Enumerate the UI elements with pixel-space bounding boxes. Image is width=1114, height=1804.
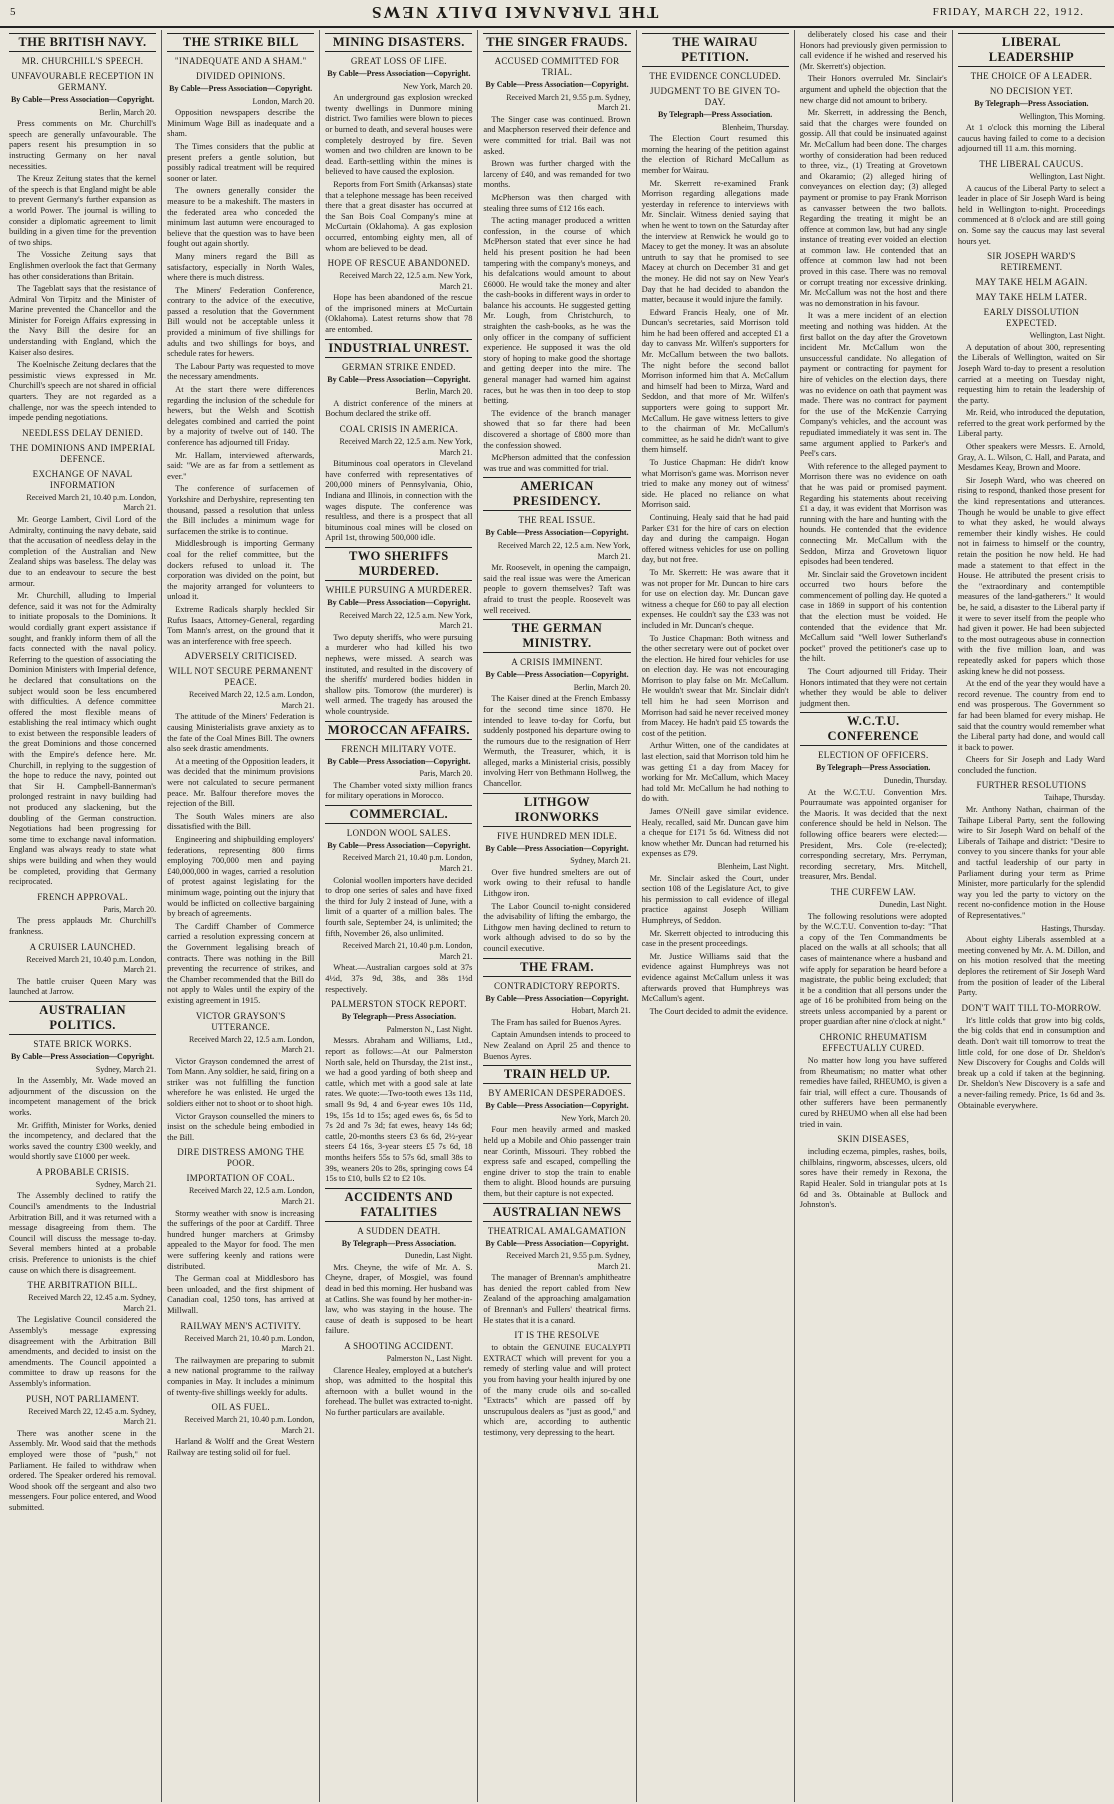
col2-paragraph: The railwaymen are preparing to submit a new national programme to the railway companies in May. It includes a minimum of twenty-five shillings weekly for adults. xyxy=(167,1355,315,1397)
col7-paragraph: A caucus of the Liberal Party to select a leader in place of Sir Joseph Ward is being held in Wellington to-night. Proceedings commenced at 8 o'clock and are still going on. Some say the caucus may last several hours yet. xyxy=(957,183,1105,246)
col4-subheading: BY AMERICAN DESPERADOES. xyxy=(488,1088,626,1099)
col3-subheading: GERMAN STRIKE ENDED. xyxy=(341,361,456,372)
col4-subheading: IT IS THE RESOLVE xyxy=(514,1330,600,1341)
col7-paragraph: Cheers for Sir Joseph and Lady Ward concluded the function. xyxy=(957,755,1105,775)
col1-subheading: FRENCH APPROVAL. xyxy=(37,891,128,902)
col3-dateline: By Cable—Press Association—Copyright. xyxy=(327,840,471,850)
col4-paragraph: The manager of Brennan's amphitheatre has denied the report cabled from New Zealand of the approaching amalgamation of Brennan's and Fullers' theatrical firms. He states that it is a canard. xyxy=(483,1273,631,1325)
col6-paragraph: Mr. Sinclair said the Grovetown incident occurred two hours before the commencement of polling day. He quoted a case in 1869 in support of his contention that the election must be voided. He contended that the evidence that Mr. McCallum said "Well lower Sutherland's pocket" proved the petitioner's case up to the hilt. xyxy=(799,569,947,664)
col4-dateline-place: Received March 21, 9.55 p.m. Sydney, March 21. xyxy=(506,1251,631,1271)
col3-dateline-place: Paris, March 20. xyxy=(419,769,473,779)
col5-subheading: JUDGMENT TO BE GIVEN TO-DAY. xyxy=(649,86,781,107)
col7-subheading: SIR JOSEPH WARD'S RETIREMENT. xyxy=(987,251,1076,273)
col2-paragraph: Many miners regard the Bill as satisfactory, especially in North Wales, where there is much distress. xyxy=(167,251,315,283)
col7-subheading: THE LIBERAL CAUCUS. xyxy=(979,158,1084,169)
newspaper-title: THE TARANAKI DAILY NEWS xyxy=(370,3,659,22)
col2-paragraph: The German coal at Middlesboro has been unloaded, and the first shipment of Canadian coal, 1250 tons, has arrived at Millwall. xyxy=(167,1274,315,1315)
col1-subheading: NEEDLESS DELAY DENIED. xyxy=(21,427,144,438)
col1-paragraph: The Kreuz Zeitung states that the kernel of the speech is that England might be able to prevent Germany's further expansion as a world Power. The journal is willing to consider a diplomatic agreement to limit building in a given time for the prevention of two ships. xyxy=(9,174,157,247)
col2-dateline-place: Received March 22, 12.5 a.m. London, March 21. xyxy=(188,1034,315,1055)
col7-subheading: MAY TAKE HELM LATER. xyxy=(975,292,1088,303)
col3-paragraph: Messrs. Abraham and Williams, Ltd., report as follows:—At our Palmerston North sale, held on Thursday, the 21st inst., we had a good yarding of both sheep and cattle, which met with a good sale at late rates. We quote:—Two-tooth ewes 13s 11d, small 9s 9d, 4 and 6-year ewes 10s 11d, 19s, 15s 1d to 15s; aged ewes 6s, 6s 5d to 7s 2d and 7s 3d; fat ewes, heavy 14s 6d; cattle, 20-months steers £3 6s 6d, 2½-year steers £4 16s, 3-year steers £5 7s 6d, 18 months heifers 55s to 57s 6d, small 38s to 39s, weaners 20s to 28s, springing cows £4 15s to £10, bulls £2 to £2 10s. xyxy=(325,1036,473,1184)
col2-paragraph: Victor Grayson counselled the miners to insist on the schedule being embodied in the Bill. xyxy=(167,1111,315,1142)
col1-paragraph: The Vossiche Zeitung says that Englishmen overlook the fact that Germany has other considerations than Britain. xyxy=(9,250,157,281)
col1-paragraph: The press applauds Mr. Churchill's frankness. xyxy=(9,916,157,936)
col4-subheading: FIVE HUNDRED MEN IDLE. xyxy=(496,830,618,841)
column-5 xyxy=(637,30,795,1802)
column-7 xyxy=(953,30,1110,1802)
col1-dateline-place: Received March 21, 10.40 p.m. London, March 21. xyxy=(26,954,157,975)
col6-subheading: ELECTION OF OFFICERS. xyxy=(817,750,929,761)
col4-dateline-place: New York, March 20. xyxy=(561,1113,631,1123)
col2-paragraph: At a meeting of the Opposition leaders, it was decided that the minimum provisions were not calculated to secure permanent peace. Mr. Balfour therefore moves the rejection of the Bill. xyxy=(167,756,315,809)
col3-dateline-place: Received March 22, 12.5 a.m. New York, March 21. xyxy=(339,437,473,457)
col7-paragraph: A deputation of about 300, representing the Liberals of Wellington, waited on Sir Joseph Ward to-day to present a resolution carried at a meeting on Tuesday night, requesting him to retain the leadership of the party. xyxy=(957,342,1105,405)
col2-subheading: ADVERSELY CRITICISED. xyxy=(184,651,297,662)
col4-dateline-place: Received March 22, 12.5 a.m. New York, March 21. xyxy=(497,540,631,561)
col7-paragraph: Mr. Anthony Nathan, chairman of the Taihape Liberal Party, sent the following wire to Sir Joseph Ward on behalf of the Liberals of Taihape and district: "Desire to convey to you sincere thanks for your able and tactful leadership of our party in Parliament during your term as Prime Minister, more particularly for the splendid way you led the party to victory on the recent no-confidence motion in the House of Representatives." xyxy=(957,805,1105,920)
col3-dateline-place: Received March 21, 10.40 p.m. London, March 21. xyxy=(342,941,473,961)
col3-dateline: By Cable—Press Association—Copyright. xyxy=(327,374,471,384)
col3-dateline: By Cable—Press Association—Copyright. xyxy=(327,69,471,78)
col3-subheading: PALMERSTON STOCK REPORT. xyxy=(331,999,467,1010)
col2-paragraph: The attitude of the Miners' Federation is causing Ministerialists grave anxiety as to the fate of the Coal Mines Bill. The owners also seek drastic amendments. xyxy=(167,712,315,754)
col3-headline: INDUSTRIAL UNREST. xyxy=(325,339,472,358)
col2-paragraph: The South Wales miners are also dissatisfied with the Bill. xyxy=(167,811,315,832)
col3-paragraph: Bituminous coal operators in Cleveland have conferred with representatives of 200,000 miners of Pennsylvania, Ohio, Indiana and Illinois, in connection with the wages dispute. The conference was resultless, and there is a prospect that all bituminous coal mines will be closed on April 1st, throwing 500,000 idle. xyxy=(325,459,473,543)
col1-paragraph: The battle cruiser Queen Mary was launched at Jarrow. xyxy=(9,976,157,997)
col1-paragraph: The Legislative Council considered the Assembly's message expressing disagreement with the Arbitration Bill amendments, and decided to insist on the amendments. The Council appointed a committee to draw up reasons for the Assembly's information. xyxy=(9,1315,157,1388)
col3-subheading: HOPE OF RESCUE ABANDONED. xyxy=(327,258,471,269)
col2-paragraph: Middlesbrough is importing Germany coal for the relief committee, but the dockers refused to unload it. The corporation was divided on the point, but the majority arranged for volunteers to unload it. xyxy=(167,539,315,602)
col3-paragraph: A district conference of the miners at Bochum declared the strike off. xyxy=(325,398,473,419)
col1-subheading: A CRUISER LAUNCHED. xyxy=(29,941,136,952)
col7-dateline: By Telegraph—Press Association. xyxy=(974,99,1089,108)
col6-paragraph: The following resolutions were adopted by the W.C.T.U. Convention to-day: "That a copy of the Ten Commandments be placed on the walls at all schools; that all cases of maintenance where a husband and wife apply for separation be heard before a magistrate, the public being excluded; that it be a condition that all persons under the age of 16 be prohibited from being on the streets unless accompanied by a parent or proper guardian after nine o'clock at night." xyxy=(799,911,947,1027)
col7-paragraph: At 1 o'clock this morning the Liberal caucus having failed to come to a decision adjourned till 11 a.m. this morning. xyxy=(957,123,1105,154)
col7-paragraph: About eighty Liberals assembled at a meeting convened by Mr. A. M. Dillon, and on his motion resolved that the meeting deplores the retirement of Sir Joseph Ward from the position of leader of the Liberal Party. xyxy=(957,935,1105,998)
col1-paragraph: The Koelnische Zeitung declares that the pessimistic views expressed in Mr. Churchill's speech are not shared in official quarters. They are not regarded as a challenge, nor was the speech intended to impede pending negotiations. xyxy=(9,360,157,423)
col5-paragraph: Mr. Skerrett objected to introducing this case in the present proceedings. xyxy=(641,928,789,949)
col6-paragraph: deliberately closed his case and their Honors had previously given permission to call evidence if he wished and reserved his (Mr. Skerrett's) objection. xyxy=(799,30,947,71)
col3-paragraph: Two deputy sheriffs, who were pursuing a murderer who had killed his two nephews, were missed. A search was instituted, and resulted in the discovery of the sheriffs' murdered bodies hidden in shallow pits. Tomorow (the murderer) is well armed. The tragedy has aroused the whole countryside. xyxy=(325,632,473,716)
col4-paragraph: The Kaiser dined at the French Embassy for the second time since 1870. He intended to leave to-day for Corfu, but suddenly postponed his departure owing to the rumours due to the resignation of Herr Wermuth, the Treasurer, which, it is alleged, marks a Ministerial crisis, possibly involving Herr von Bethmann Hollweg, the Chancellor. xyxy=(483,694,631,789)
col4-headline: THE FRAM. xyxy=(483,958,630,977)
col3-subheading: A SHOOTING ACCIDENT. xyxy=(344,1341,454,1352)
col3-subheading: A SUDDEN DEATH. xyxy=(357,1225,441,1236)
col4-dateline-place: Berlin, March 20. xyxy=(573,682,631,692)
col2-headline: THE STRIKE BILL xyxy=(167,33,314,52)
col4-dateline-place: Hobart, March 21. xyxy=(571,1006,631,1016)
col2-paragraph: The Labour Party was requested to move the necessary amendments. xyxy=(167,361,315,382)
col4-paragraph: The Fram has sailed for Buenos Ayres. xyxy=(491,1017,622,1027)
col7-subheading: MAY TAKE HELM AGAIN. xyxy=(975,277,1088,288)
col5-paragraph: Edward Francis Healy, one of Mr. Duncan's secretaries, said Morrison told him he had been offered and accepted £1 a day to canvass Mr. Wilfen's supporters for Mr. McCallum between the two ballots. The night before the second ballot Morrison informed him that A. McCallum and himself had been to Mirza, Ward and Seddon, and that more of Mr. Wilfen's supporters were going to support Mr. McCallum. He gave witness letters to give to the chairman of Mr. McCallum's committee, as he said he didn't want to give them himself. xyxy=(641,307,789,455)
col4-subheading: CONTRADICTORY REPORTS. xyxy=(493,980,621,991)
col2-dateline-place: London, March 20. xyxy=(252,96,315,106)
col1-subheading: THE ARBITRATION BILL. xyxy=(27,1280,138,1291)
col3-headline: MINING DISASTERS. xyxy=(325,33,472,52)
col6-paragraph: The Court adjourned till Friday. Their Honors intimated that they were not certain whether they would be able to deliver judgment then. xyxy=(799,667,947,708)
col4-paragraph: Four men heavily armed and masked held up a Mobile and Ohio passenger train near Corinth, Missouri. They robbed the express safe and escaped, compelling the engine driver to stop the train to enable them to alight. Blood hounds are pursuing them, but their capture is not expected. xyxy=(483,1125,631,1198)
col2-paragraph: Harland & Wolff and the Great Western Railway are testing solid oil for fuel. xyxy=(167,1437,315,1457)
col7-subheading: THE CHOICE OF A LEADER. xyxy=(970,71,1093,81)
col1-subheading: STATE BRICK WORKS. xyxy=(33,1038,132,1049)
col4-paragraph: McPherson admitted that the confession was true and was committed for trial. xyxy=(483,453,631,473)
col6-paragraph: No matter how long you have suffered from Rheumatism; no matter what other remedies have failed, RHEUMO, is given a fair trial, will effect a cure. Thousands of other sufferers have been permanently cured by RHEUMO when all else had been tried in vain. xyxy=(799,1056,947,1129)
col7-headline: LIBERAL LEADERSHIP xyxy=(958,33,1105,67)
col4-dateline: By Cable—Press Association—Copyright. xyxy=(485,528,629,538)
col5-dateline-place: Blenheim, Last Night. xyxy=(717,861,789,871)
col6-paragraph: Their Honors overruled Mr. Sinclair's argument and upheld the objection that the new charge did not amount to bribery. xyxy=(799,74,947,105)
col2-subheading: VICTOR GRAYSON'S UTTERANCE. xyxy=(195,1010,286,1032)
col1-dateline-place: Received March 22, 12.45 a.m. Sydney, March 21. xyxy=(28,1293,157,1313)
col3-dateline-place: Received March 21, 10.40 p.m. London, March 21. xyxy=(342,853,473,874)
col2-subheading: IMPORTATION OF COAL. xyxy=(186,1173,295,1184)
col4-paragraph: Brown was further charged with the larceny of £40, and was remanded for two months. xyxy=(483,159,631,190)
col1-subheading: UNFAVOURABLE RECEPTION IN GERMANY. xyxy=(11,71,154,92)
col3-subheading: LONDON WOOL SALES. xyxy=(346,827,451,838)
col7-subheading: NO DECISION YET. xyxy=(989,86,1073,96)
column-3 xyxy=(320,30,478,1802)
col5-paragraph: To Justice Chapman: Both witness and the other secretary were out of pocket over the election. He hired four vehicles for use on election day. He was not encouraging Morrison to play false on Mr. McCallum. He wouldn't swear that Mr. Sinclair didn't tell him he had seen Morrison and Morrison had said he never received money from Macey. He hadn't paid £5 towards the cost of the petition. xyxy=(641,633,789,738)
col1-dateline-place: Paris, March 20. xyxy=(103,904,157,914)
col1-dateline-place: Sydney, March 21. xyxy=(95,1179,157,1189)
col3-paragraph: Colonial woollen importers have decided to drop one series of sales and have fixed the third for July 2 instead of June, with a limit of a quarter of a million bales. The fourth sale, September 24, is unlimited; the fifth, November 26, also unlimited. xyxy=(325,875,473,938)
col1-dateline-place: Received March 21, 10.40 p.m. London, March 21. xyxy=(26,492,157,513)
col2-paragraph: The owners generally consider the measure to be a makeshift. The masters in the federated area who conceded the minimum last autumn were encouraged to believe that the question was to have been fought out again shortly. xyxy=(167,186,315,249)
col3-headline: MOROCCAN AFFAIRS. xyxy=(325,721,472,740)
col5-paragraph: Mr. Justice Williams said that the evidence against Humphreys was not evidence against McCallum unless it was afterwards proved that Humphreys was McCallum's agent. xyxy=(641,951,789,1004)
col6-headline: W.C.T.U. CONFERENCE xyxy=(800,712,947,746)
col2-paragraph: Opposition newspapers describe the Minimum Wage Bill as inadequate and a sham. xyxy=(167,108,315,139)
col6-dateline-place: Dunedin, Last Night. xyxy=(879,899,947,909)
col5-paragraph: Continuing, Healy said that he had paid Parker £31 for the hire of cars on election day and during the campaign. Hogan offered witness vehicles for use on polling day, but not free. xyxy=(641,512,789,565)
col5-paragraph: Mr. Skerrett re-examined Frank Morrison regarding allegations made yesterday in reference to interviews with Mr. Sinclair. Witness denied saying that when he went to town on the Saturday after the interview at Renwick he would go to Macey to get the money. It was an absolute untruth to say that he promised to see Macey at church on December 31 and get the money. He did not say on New Year's Day that he had decided to abandon the matter, because it would injure the family. xyxy=(641,178,789,305)
col3-paragraph: The Chamber voted sixty million francs for military operations in Morocco. xyxy=(325,780,473,801)
col5-paragraph: To Mr. Skerrett: He was aware that it was not proper for Mr. Duncan to hire cars for use on election day. Mr. Duncan gave witness a cheque for £60 to pay all election expenses. He couldn't say the £33 was not included in Mr. Duncan's cheque. xyxy=(641,567,789,630)
col3-dateline: By Cable—Press Association—Copyright. xyxy=(327,597,471,607)
col2-dateline-place: Received March 21, 10.40 p.m. London, March 21. xyxy=(184,1415,315,1435)
column-1 xyxy=(4,30,162,1802)
col4-dateline-place: Sydney, March 21. xyxy=(570,856,631,866)
col3-paragraph: Hope has been abandoned of the rescue of the imprisoned miners at McCurtain (Oklahoma). Latest returns show that 78 are entombed. xyxy=(325,293,473,335)
col6-dateline-place: Dunedin, Thursday. xyxy=(883,776,947,785)
col7-paragraph: It's little colds that grow into big colds, the big colds that end in consumption and death. Don't wait till tomorrow to treat the little cold, for one dose of Dr. Sheldon's New Discovery for Coughs and Colds will break up a cold if taken at the beginning. Dr. Sheldon's New Discovery is a safe and a never-failing remedy. Price, 1s 6d and 3s. Obtainable everywhere. xyxy=(957,1015,1105,1110)
col1-subheading: THE DOMINIONS AND IMPERIAL DEFENCE. xyxy=(10,442,156,464)
page-number: 5 xyxy=(10,6,16,18)
col3-paragraph: Reports from Fort Smith (Arkansas) state that a telephone message has been received there that a great disaster has occurred at the San Bois Coal Company's mine at McCurtain (Oklahoma). A gas explosion occurred, entombing eighty men, all of whom are believed to be dead. xyxy=(325,179,473,253)
col3-paragraph: Clarence Healey, employed at a butcher's shop, was admitted to the hospital this afternoon with a bullet wound in the forehead. The bullet was extracted to-night. No further particulars are available. xyxy=(325,1365,473,1417)
col2-subheading: DIVIDED OPINIONS. xyxy=(196,71,286,81)
col4-headline: THE SINGER FRAUDS. xyxy=(483,33,630,52)
col2-subheading: RAILWAY MEN'S ACTIVITY. xyxy=(180,1320,302,1331)
col1-headline: AUSTRALIAN POLITICS. xyxy=(9,1001,156,1035)
col5-paragraph: Mr. Sinclair asked the Court, under section 108 of the Legislature Act, to give his permission to call evidence of illegal practice against Joseph William Humphreys, of Seddon. xyxy=(641,873,789,925)
col7-subheading: EARLY DISSOLUTION EXPECTED. xyxy=(983,307,1080,329)
col1-subheading: EXCHANGE OF NAVAL INFORMATION xyxy=(32,468,133,490)
col3-headline: ACCIDENTS AND FATALITIES xyxy=(325,1188,472,1222)
col7-subheading: DON'T WAIT TILL TO-MORROW. xyxy=(961,1002,1102,1013)
col7-dateline-place: Wellington, This Morning. xyxy=(1019,111,1105,121)
col7-paragraph: Sir Joseph Ward, who was cheered on rising to respond, thanked those present for the kind representations and utterances. Though he would be unable to give effect to what they asked, he would always remember their kindly wishes. He could not in fairness to himself or the country, retain the position he now held. He had made a statement to that effect in the House. He attributed the present crisis to the "extraordinary and contemptible measures of the land-gatherers." It would be, he said, a disaster to the Liberal party if it were to sever itself from the people who had given it power. He had been subjected to the most outrageous abuse in connection with the five million loan, and was repeatedly asked for papers which those asking knew he did not possess. xyxy=(957,475,1105,676)
col3-headline: COMMERCIAL. xyxy=(325,805,472,824)
col6-subheading: SKIN DISEASES, xyxy=(837,1134,910,1145)
col1-paragraph: In the Assembly, Mr. Wade moved an adjournment of the discussion on the incompetent management of the brick works. xyxy=(9,1076,157,1117)
col4-paragraph: The acting manager produced a written confession, in the course of which McPherson stated that ever since he had held his present position he had been tampering with the company's moneys, and his defalcations would amount to about £6000. He would take the money and alter the cash-books in different ways in order to balance his accounts. He suggested getting Mr. Lough, from Christchurch, to straighten the cash-books, as he was the only officer in the company of sufficient experience. He supposed it was the old story of hoping to make good the shortage and getting deeper into the mire. The general manager had warned him against races, but he was then in too deep to stop betting. xyxy=(483,216,631,406)
col4-headline: AUSTRALIAN NEWS xyxy=(483,1203,630,1222)
col4-headline: AMERICAN PRESIDENCY. xyxy=(483,477,630,511)
col4-headline: THE GERMAN MINISTRY. xyxy=(483,619,630,653)
col6-paragraph: At the W.C.T.U. Convention Mrs. Pourraumate was appointed organiser for the Maoris. It was decided that the next conference should be held in Nelson. The following office bearers were elected:—President, Mrs. Cole (re-elected); corresponding secretary, Mrs. Perryman, recording secretary, Mrs. Mitchell, treasurer, Mrs. Bendal. xyxy=(799,787,947,882)
col2-paragraph: At the start there were differences regarding the inclusion of the schedule for hewers, but the Welsh and Scottish delegates combined and carried the point by a majority of twelve out of 140. The conference has adjourned till Friday. xyxy=(167,385,315,447)
col6-paragraph: With reference to the alleged payment to Morrison there was no evidence on oath that he was paid or promised payment. Regarding his statements about receiving £1 a day, it was evident that Morrison was running with the hare and hunting with the hounds. He contended that the evidence connecting Mr. McCallum with the Seddon, Mirza and Grovetown liquor episodes had been tendered. xyxy=(799,461,947,567)
col1-headline: THE BRITISH NAVY. xyxy=(9,33,156,52)
col7-dateline-place: Wellington, Last Night. xyxy=(1029,331,1105,341)
col2-subheading: WILL NOT SECURE PERMANENT PEACE. xyxy=(168,666,313,688)
col3-subheading: GREAT LOSS OF LIFE. xyxy=(350,56,447,66)
col4-dateline: By Cable—Press Association—Copyright. xyxy=(485,80,629,89)
col1-dateline: By Cable—Press Association—Copyright. xyxy=(10,1051,155,1061)
col3-dateline-place: Palmerston N., Last Night. xyxy=(386,1354,473,1364)
column-2 xyxy=(162,30,320,1802)
col6-paragraph: Mr. Skerrett, in addressing the Bench, said that the charges were founded on gossip. All that could be insinuated against Mr. McCallum had been done. The charges worthy of consideration had been reduced to three, viz., (1) Treating at Grovetown and Okaramio; (2) alleged hiring of conveyances on election day; (3) alleged payment or promise to pay Frank Morrison as canvasser between the two ballots. Regarding the treating it might be an offence at common law, but had any single instance of treating ever voided an election at common law. He contended that an offence at common law had not been proved in this case. There was no removal or corrupt treating nor excessive drinking. Mr. McCallum was not the host and there was no demonstration in his favour. xyxy=(799,108,947,308)
col2-subheading: OIL AS FUEL. xyxy=(211,1402,270,1413)
col7-paragraph: Mr. Reid, who introduced the deputation, referred to the great work performed by the Liberal party. xyxy=(957,408,1105,439)
col3-dateline-place: New York, March 20. xyxy=(403,81,473,91)
col4-subheading: ACCUSED COMMITTED FOR TRIAL. xyxy=(494,56,620,77)
issue-date: FRIDAY, MARCH 22, 1912. xyxy=(932,6,1084,18)
col2-dateline: By Cable—Press Association—Copyright. xyxy=(169,84,313,93)
col3-subheading: WHILE PURSUING A MURDERER. xyxy=(325,584,472,595)
col6-dateline: By Telegraph—Press Association. xyxy=(816,763,931,773)
col5-paragraph: The Court decided to admit the evidence. xyxy=(649,1006,788,1016)
col4-paragraph: McPherson was then charged with stealing three sums of £12 16s each. xyxy=(483,192,631,213)
col2-dateline-place: Received March 22, 12.5 a.m. London, March 21. xyxy=(188,690,315,710)
col1-dateline-place: Received March 22, 12.45 a.m. Sydney, March 21. xyxy=(28,1406,157,1427)
col5-subheading: THE EVIDENCE CONCLUDED. xyxy=(649,71,781,81)
col4-paragraph: The Singer case was continued. Brown and Macpherson reserved their defence and were committed for trial. Bail was not asked. xyxy=(483,114,631,156)
col5-dateline: By Telegraph—Press Association. xyxy=(657,110,773,119)
col3-dateline: By Telegraph—Press Association. xyxy=(341,1012,456,1022)
col4-headline: LITHGOW IRONWORKS xyxy=(483,793,630,827)
col3-dateline-place: Received March 22, 12.5 a.m. New York, March 21. xyxy=(339,271,473,291)
col7-paragraph: At the end of the year they would have a record revenue. The country from end to end was prosperous. The Government so far had been blamed for every mishap. He said that the country would remember what the Liberal party had done, and would call it back to power. xyxy=(957,679,1105,752)
col1-subheading: MR. CHURCHILL'S SPEECH. xyxy=(21,56,144,66)
col7-dateline-place: Wellington, Last Night. xyxy=(1029,171,1105,181)
col1-paragraph: Press comments on Mr. Churchill's speech are generally unfavourable. The papers resent his presumption in so instructing Germany on her naval necessities. xyxy=(9,119,157,171)
col3-dateline: By Cable—Press Association—Copyright. xyxy=(327,756,471,766)
col5-paragraph: The Election Court resumed this morning the hearing of the petition against the election of Richard McCallum as member for Wairau. xyxy=(641,134,789,175)
col2-paragraph: The Cardiff Chamber of Commerce carried a resolution expressing concern at the Government legalising breach of contracts. There was nothing in the Bill preventing the recurrence of strikes, and the Chamber recommended that the Bill do not apply to Wales until the expiry of the existing agreement in 1915. xyxy=(167,921,315,1005)
col3-headline: TWO SHERIFFS MURDERED. xyxy=(325,547,472,581)
col4-subheading: THE REAL ISSUE. xyxy=(518,515,596,526)
col1-dateline-place: Berlin, March 20. xyxy=(99,107,157,117)
col3-dateline: By Telegraph—Press Association. xyxy=(341,1238,456,1248)
col3-paragraph: Mrs. Cheyne, the wife of Mr. A. S. Cheyne, draper, of Mosgiel, was found dead in bed this morning. Her husband was at Catlins. She was found by her mother-in-law, who was staying in the house. The cause of death is supposed to be heart failure. xyxy=(325,1262,473,1336)
col2-dateline-place: Received March 22, 12.5 a.m. London, March 21. xyxy=(188,1186,315,1207)
col1-dateline-place: Sydney, March 21. xyxy=(95,1064,157,1074)
col3-paragraph: An underground gas explosion wrecked twenty dwellings in Dunmore mining district. Two families were blown to pieces or burned to death, and several houses were completely destroyed by fire. Seven women and two children are known to be dead. Earth-settling within the mines is believed to have caused the explosion. xyxy=(325,93,473,177)
col6-paragraph: It was a mere incident of an election meeting and nothing was hidden. At the first ballot on the day after the Grovetown incident Mr. McCallum won the unsuccessful candidate. No allegation of payment or contracting for payment for hire of vehicles on the election days, there was no evidence on oath that payment was made. There was no contract for payment for the use of the McKenzie Carrying Company's vehicles, and the account was repudiated immediately it was sent in. The same argument applied to Parker's and Peel's cars. xyxy=(799,311,947,459)
col1-paragraph: There was another scene in the Assembly. Mr. Wood said that the methods employed were those of "push," not Parliament. He failed to withdraw when ordered. The Speaker ordered his removal. Wood shook off the sergeant and also two messengers. Four police entered, and Wood submitted. xyxy=(9,1428,157,1512)
col4-paragraph: Captain Amundsen intends to proceed to New Zealand on April 25 and thence to Buenos Ayres. xyxy=(483,1030,631,1061)
col2-paragraph: Stormy weather with snow is increasing the sufferings of the poor at Cardiff. Three hundred hunger marchers at Grimsby appealed to the Mayor for food. The men were suffering keenly and rations were distributed. xyxy=(167,1208,315,1271)
col4-paragraph: Mr. Roosevelt, in opening the campaign, said the real issue was were the American people to govern themselves? Taft was afraid to trust the people. Roosevelt was well received. xyxy=(483,563,631,615)
col3-subheading: COAL CRISIS IN AMERICA. xyxy=(339,424,459,435)
col7-dateline-place: Hastings, Thursday. xyxy=(1041,923,1105,933)
col5-paragraph: Arthur Witten, one of the candidates at last election, said that Morrison told him he was getting £1 a day from Macey for working for Mr. McCallum, which Macey had told Mr. McCallum he had nothing to do with. xyxy=(641,741,789,804)
col6-subheading: CHRONIC RHEUMATISM EFFECTUALLY CURED. xyxy=(819,1032,928,1054)
col2-paragraph: Victor Grayson condemned the arrest of Tom Mann. Any soldier, he said, firing on a striker was not fulfilling the function wherefore he was enlisted. He urged the soldiers either not to shoot or to shoot high. xyxy=(167,1056,315,1109)
col5-paragraph: To Justice Chapman: He didn't know what Morrison's game was. Morrison never tried to make any money out of witness' side. He placed no reliance on what Morrison said. xyxy=(641,458,789,510)
col2-paragraph: The conference of surfacemen of Yorkshire and Derbyshire, representing ten thousand, passed a resolution that unless the Bill includes a minimum wage for surfacemen the strike is to continue. xyxy=(167,484,315,536)
col5-paragraph: James O'Neill gave similar evidence. Healy, recalled, said Mr. Duncan gave him a cheque for £171 5s 6d. Witness did not know whether Mr. Duncan had returned his expenses as £79. xyxy=(641,807,789,859)
col1-paragraph: Mr. George Lambert, Civil Lord of the Admiralty, continuing the navy debate, said that the accusation of needless delay in the completion of the Australian and New Zealand ships was baseless. The delay was due to an endeavour to secure the best armour. xyxy=(9,515,157,588)
col4-paragraph: Over five hundred smelters are out of work owing to their refusal to handle Lithgow iron. xyxy=(483,867,631,899)
col1-paragraph: The Assembly declined to ratify the Council's amendments to the Industrial Arbitration Bill, and it was returned with a message disagreeing from them. The Council will discuss the message to-day. Several members hinted at a probable crisis. Preference to unionists is the chief cause on which there is disagreement. xyxy=(9,1191,157,1275)
col3-paragraph: Wheat.—Australian cargoes sold at 37s 4½d, 37s 9d, 38s, and 38s 1½d respectively. xyxy=(325,963,473,994)
col1-subheading: PUSH, NOT PARLIAMENT. xyxy=(25,1393,140,1404)
col2-paragraph: Engineering and shipbuilding employers' federations, representing 800 firms employing 700,000 men and paying £40,000,000 in wages, carried a resolution of protest against legislating for the minimum wage, pointing out the injury that would be inflicted on collective bargaining by breach of agreements. xyxy=(167,835,315,919)
article-columns xyxy=(4,30,1110,1802)
col7-dateline-place: Taihape, Thursday. xyxy=(1044,793,1105,803)
col4-dateline-place: Received March 21, 9.55 p.m. Sydney, March 21. xyxy=(506,92,631,113)
col3-dateline-place: Palmerston N., Last Night. xyxy=(386,1024,473,1034)
col2-subheading: DIRE DISTRESS AMONG THE POOR. xyxy=(177,1147,305,1169)
column-4 xyxy=(478,30,636,1802)
col4-paragraph: The evidence of the branch manager showed that so far there had been discovered a shortage of £800 more than the confession showed. xyxy=(483,408,631,450)
col3-subheading: FRENCH MILITARY VOTE. xyxy=(341,743,457,754)
col4-paragraph: to obtain the GENUINE EUCALYPTI EXTRACT which will prevent for you a remedy of sterling value and will protect you from having your health injured by one of the many crude oils and so-called "Extracts" which are passed off by unscrupulous dealers as "just as good," and which are, according to authentic testimony, very depressing to the heart. xyxy=(483,1343,631,1437)
col6-subheading: THE CURFEW LAW. xyxy=(830,886,916,897)
col3-dateline-place: Berlin, March 20. xyxy=(415,387,473,397)
col7-paragraph: Other speakers were Messrs. E. Arnold, Gray, A. L. Wilson, C. Hall, and Parata, and Mesdames Keay, Brown and Moore. xyxy=(957,442,1105,473)
col5-headline: THE WAIRAU PETITION. xyxy=(642,33,789,67)
col4-dateline: By Cable—Press Association—Copyright. xyxy=(485,843,629,853)
col4-headline: TRAIN HELD UP. xyxy=(483,1065,630,1084)
col4-dateline: By Cable—Press Association—Copyright. xyxy=(485,1238,629,1248)
col2-subheading: "INADEQUATE AND A SHAM." xyxy=(174,56,307,66)
col2-paragraph: Mr. Hallam, interviewed afterwards, said: "We are as far from a settlement as ever." xyxy=(167,450,315,481)
col4-subheading: A CRISIS IMMINENT. xyxy=(511,657,603,668)
col1-subheading: A PROBABLE CRISIS. xyxy=(35,1166,130,1177)
col1-dateline: By Cable—Press Association—Copyright. xyxy=(10,95,155,104)
col4-paragraph: The Labor Council to-night considered the advisability of lifting the embargo, the Lithgow men having declined to return to work although advised to do so by the council executive. xyxy=(483,901,631,953)
col4-dateline: By Cable—Press Association—Copyright. xyxy=(485,670,629,680)
column-6 xyxy=(795,30,953,1802)
col2-paragraph: Extreme Radicals sharply heckled Sir Rufus Isaacs, Attorney-General, regarding Tom Mann's arrest, on the ground that it was an interference with free speech. xyxy=(167,604,315,646)
col1-paragraph: Mr. Churchill, alluding to Imperial defence, said it was not for the Admiralty to initiate proposals to the Dominions. It would cordially grant expert assistance if sought, and frankly inform them of all the facts connected with the naval policy. Referring to the question of associating the Dominion Ministers with Imperial defence, he declared that consultations on the subject would soon be less encumbered with difficulties. A defence committee offered the most flexible means of establishing the real intimacy which ought to exist between the responsible leaders of the great Dominions and those concerned with the Empire's defence here. Mr. Churchill, in replying to the suggestion of the hope to reduce the navy, pointed out that Sir H. Campbell-Bannerman's prolonged restraint in navy building had not produced any slackening, but the doubling of the German construction. Negotiations had been progressing for some time to exchange naval information. England was always ready to state what ships were building and when they would be completed, providing that Germany reciprocated. xyxy=(9,591,157,887)
col7-subheading: FURTHER RESOLUTIONS xyxy=(976,780,1087,791)
col3-dateline-place: Dunedin, Last Night. xyxy=(404,1251,473,1261)
col6-paragraph: including eczema, pimples, rashes, boils, chilblains, ringworm, abscesses, ulcers, old sores have their remedy in Rexona, the Rapid Healer. Sold in triangular pots at 1s 6d and 3s. Obtainable at Bullock and Johnston's. xyxy=(799,1147,947,1210)
col2-paragraph: The Miners' Federation Conference, contrary to the advice of the executive, passed a resolution that the Government Bill would not be acceptable unless it provided a minimum of five shillings for adults and two shillings for boys, and schedule rates for hewers. xyxy=(167,285,315,359)
col4-dateline: By Cable—Press Association—Copyright. xyxy=(485,1101,629,1111)
col2-paragraph: The Times considers that the public at present prefers a gentle solution, but possibly radical treatment will be required sooner or later. xyxy=(167,141,315,183)
col1-paragraph: Mr. Griffith, Minister for Works, denied the incompetency, and declared that the works saved the country £300 weekly, and would shortly save £1000 per week. xyxy=(9,1120,157,1162)
masthead xyxy=(0,0,1114,28)
col4-dateline: By Cable—Press Association—Copyright. xyxy=(485,993,629,1003)
col1-paragraph: The Tageblatt says that the resistance of Admiral Von Tirpitz and the Minister of Marine prevented the Chancellor and the Minister for Foreign Affairs expressing in the Navy Bill the desire for an understanding with England, which the Kaiser also desires. xyxy=(9,284,157,357)
col2-dateline-place: Received March 21, 10.40 p.m. London, March 21. xyxy=(184,1333,315,1354)
col5-dateline-place: Blenheim, Thursday. xyxy=(722,122,789,132)
col3-dateline-place: Received March 22, 12.5 a.m. New York, March 21. xyxy=(339,610,473,631)
col4-subheading: THEATRICAL AMALGAMATION xyxy=(487,1225,627,1236)
